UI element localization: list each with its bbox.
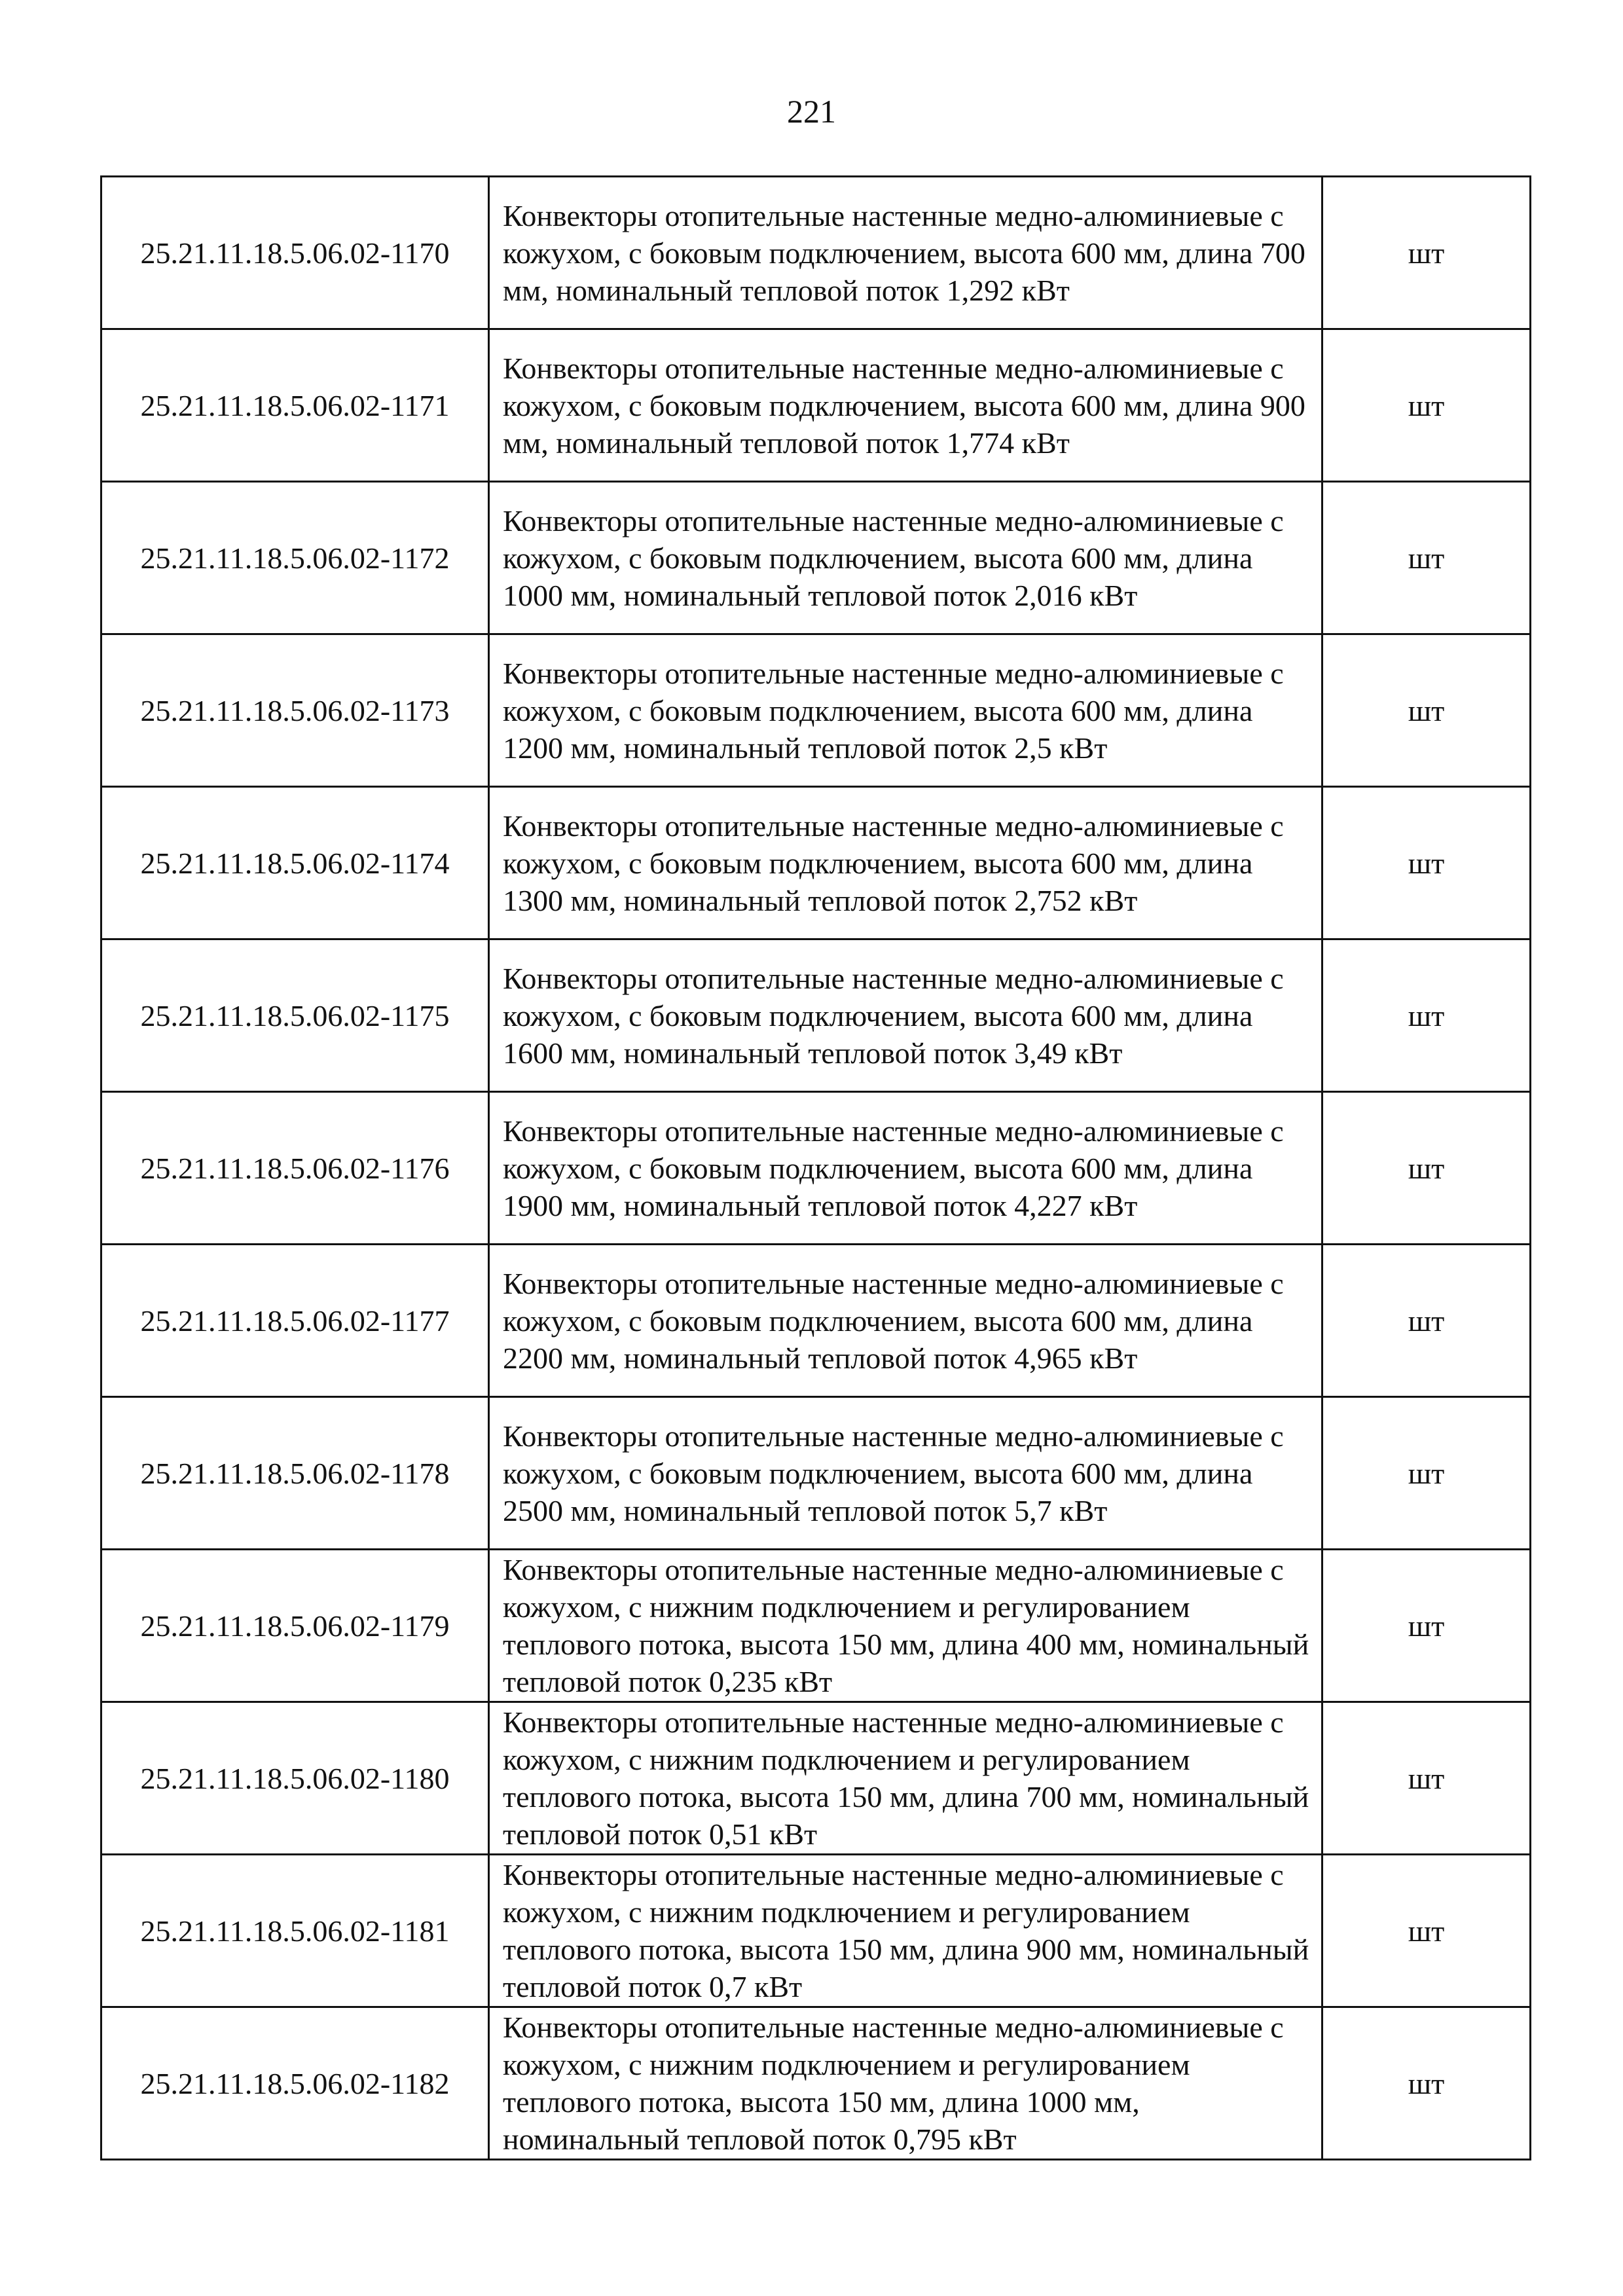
table-row [101,1397,1531,1550]
table-row [101,939,1531,1092]
resource-description: Конвекторы отопительные настенные медно-алюминиевые с кожухом, с нижним подключением и регулированием теплового потока, высота 150 мм, длина 900 мм, номинальный тепловой поток 0,7 кВт [489,1855,1322,2007]
resource-code: 25.21.11.18.5.06.02-1176 [101,1092,489,1245]
table-row [101,1245,1531,1397]
table-row [101,1550,1531,1702]
resource-description: Конвекторы отопительные настенные медно-алюминиевые с кожухом, с нижним подключением и регулированием теплового потока, высота 150 мм, длина 700 мм, номинальный тепловой поток 0,51 кВт [489,1702,1322,1855]
table-row [101,634,1531,787]
resource-description: Конвекторы отопительные настенные медно-алюминиевые с кожухом, с боковым подключением, высота 600 мм, длина 1600 мм, номинальный тепловой поток 3,49 кВт [489,939,1322,1092]
resource-description: Конвекторы отопительные настенные медно-алюминиевые с кожухом, с боковым подключением, высота 600 мм, длина 1000 мм, номинальный тепловой поток 2,016 кВт [489,482,1322,634]
resource-description: Конвекторы отопительные настенные медно-алюминиевые с кожухом, с нижним подключением и регулированием теплового потока, высота 150 мм, длина 400 мм, номинальный тепловой поток 0,235 кВт [489,1550,1322,1702]
table-row [101,1092,1531,1245]
resource-description: Конвекторы отопительные настенные медно-алюминиевые с кожухом, с нижним подключением и регулированием теплового потока, высота 150 мм, длина 1000 мм, номинальный тепловой поток 0,795 кВт [489,2007,1322,2160]
unit-of-measure: шт [1322,482,1531,634]
resource-description: Конвекторы отопительные настенные медно-алюминиевые с кожухом, с боковым подключением, высота 600 мм, длина 2200 мм, номинальный тепловой поток 4,965 кВт [489,1245,1322,1397]
unit-of-measure: шт [1322,1092,1531,1245]
table-row [101,177,1531,329]
unit-of-measure: шт [1322,2007,1531,2160]
resource-table [100,175,1531,2160]
resource-code: 25.21.11.18.5.06.02-1179 [101,1550,489,1702]
resource-code: 25.21.11.18.5.06.02-1175 [101,939,489,1092]
unit-of-measure: шт [1322,634,1531,787]
resource-code: 25.21.11.18.5.06.02-1180 [101,1702,489,1855]
unit-of-measure: шт [1322,1245,1531,1397]
resource-code: 25.21.11.18.5.06.02-1181 [101,1855,489,2007]
unit-of-measure: шт [1322,1702,1531,1855]
resource-description: Конвекторы отопительные настенные медно-алюминиевые с кожухом, с боковым подключением, высота 600 мм, длина 900 мм, номинальный тепловой поток 1,774 кВт [489,329,1322,482]
resource-description: Конвекторы отопительные настенные медно-алюминиевые с кожухом, с боковым подключением, высота 600 мм, длина 1300 мм, номинальный тепловой поток 2,752 кВт [489,787,1322,939]
table-row [101,787,1531,939]
table-row [101,1702,1531,1855]
unit-of-measure: шт [1322,939,1531,1092]
resource-code: 25.21.11.18.5.06.02-1182 [101,2007,489,2160]
table-row [101,1855,1531,2007]
unit-of-measure: шт [1322,177,1531,329]
table-row [101,2007,1531,2160]
resource-code: 25.21.11.18.5.06.02-1174 [101,787,489,939]
table-row [101,482,1531,634]
resource-code: 25.21.11.18.5.06.02-1172 [101,482,489,634]
resource-code: 25.21.11.18.5.06.02-1171 [101,329,489,482]
unit-of-measure: шт [1322,1397,1531,1550]
resource-description: Конвекторы отопительные настенные медно-алюминиевые с кожухом, с боковым подключением, высота 600 мм, длина 700 мм, номинальный тепловой поток 1,292 кВт [489,177,1322,329]
unit-of-measure: шт [1322,329,1531,482]
resource-description: Конвекторы отопительные настенные медно-алюминиевые с кожухом, с боковым подключением, высота 600 мм, длина 2500 мм, номинальный тепловой поток 5,7 кВт [489,1397,1322,1550]
unit-of-measure: шт [1322,787,1531,939]
page-number: 221 [787,93,836,130]
resource-description: Конвекторы отопительные настенные медно-алюминиевые с кожухом, с боковым подключением, высота 600 мм, длина 1900 мм, номинальный тепловой поток 4,227 кВт [489,1092,1322,1245]
resource-code: 25.21.11.18.5.06.02-1178 [101,1397,489,1550]
table-row [101,329,1531,482]
unit-of-measure: шт [1322,1550,1531,1702]
unit-of-measure: шт [1322,1855,1531,2007]
resource-code: 25.21.11.18.5.06.02-1173 [101,634,489,787]
resource-description: Конвекторы отопительные настенные медно-алюминиевые с кожухом, с боковым подключением, высота 600 мм, длина 1200 мм, номинальный тепловой поток 2,5 кВт [489,634,1322,787]
resource-code: 25.21.11.18.5.06.02-1170 [101,177,489,329]
resource-code: 25.21.11.18.5.06.02-1177 [101,1245,489,1397]
